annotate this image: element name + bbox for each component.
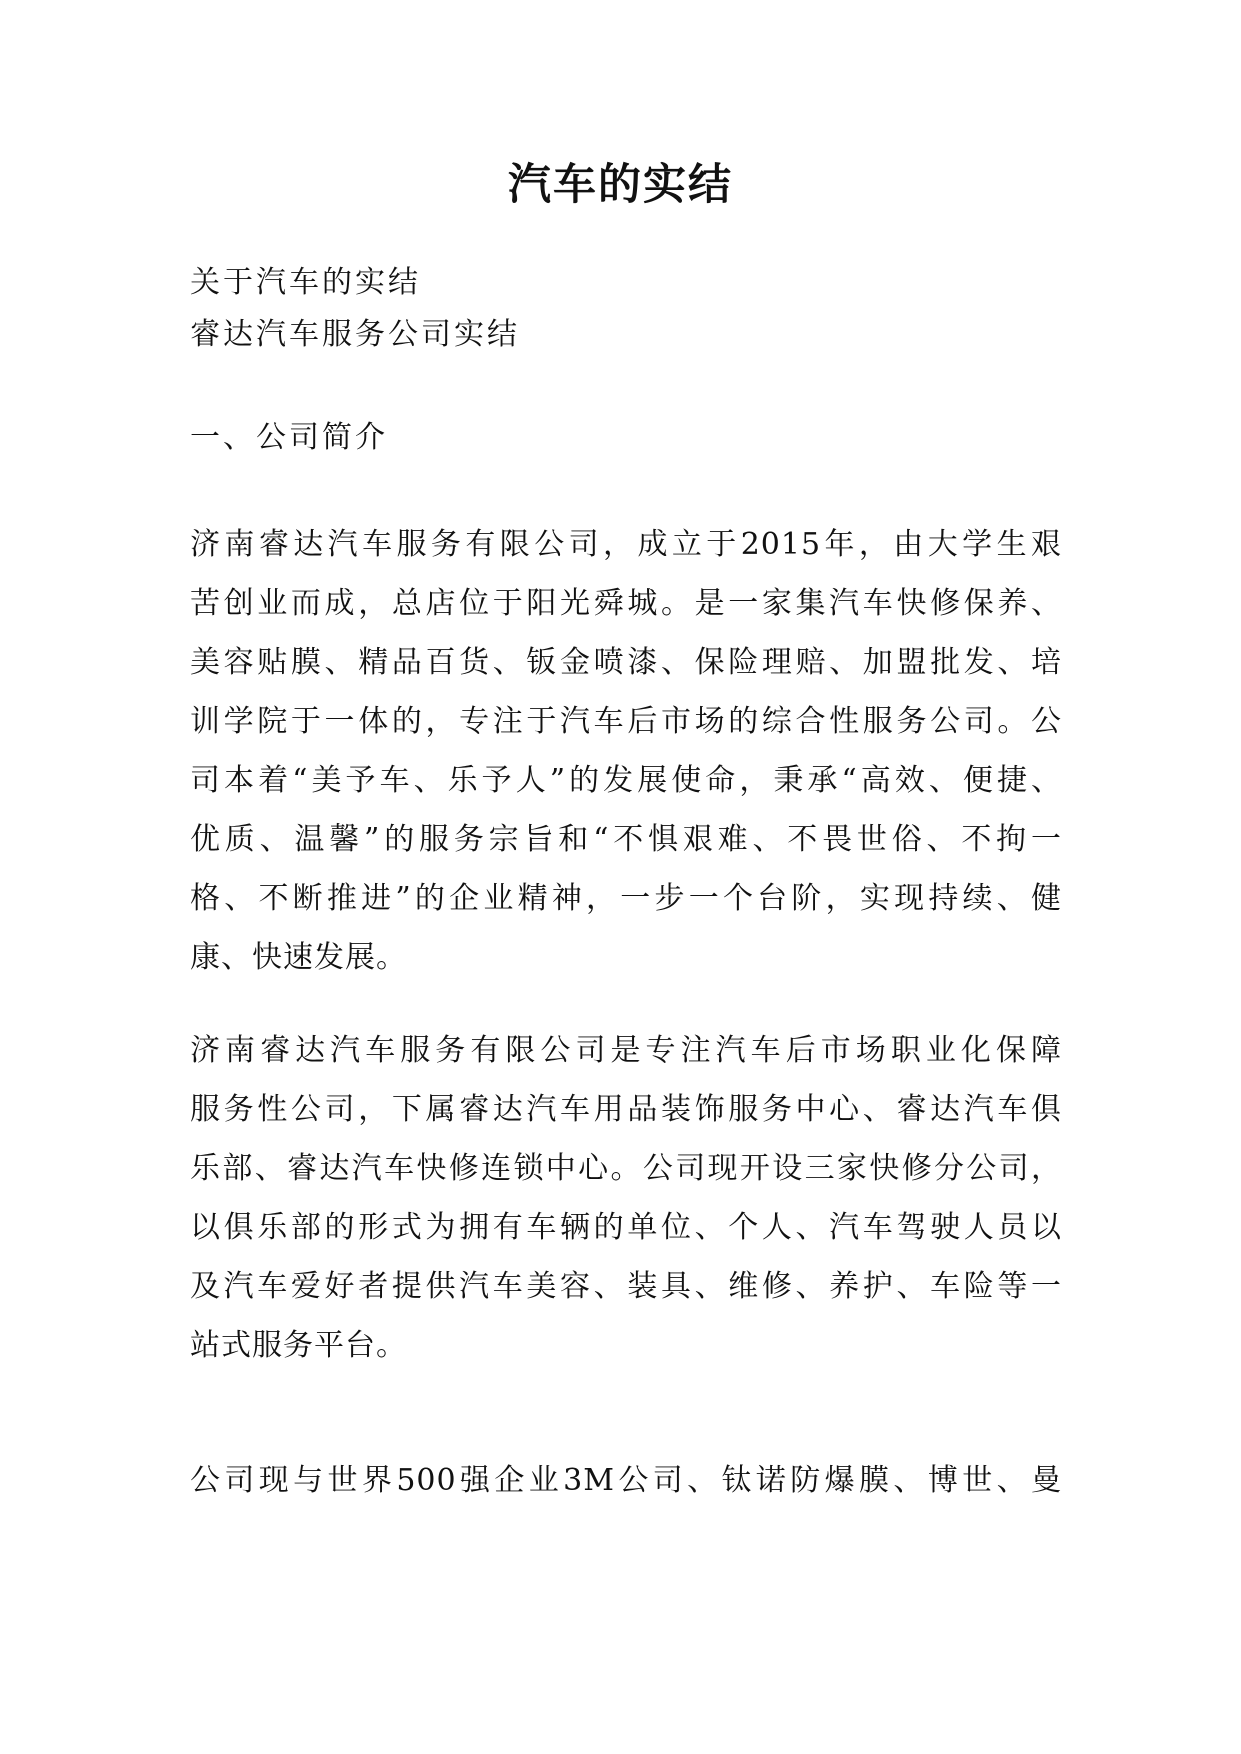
paragraph-1	[190, 515, 1062, 987]
paragraph-line: 苦创业而成，总店位于阳光舜城。是一家集汽车快修保养、	[190, 586, 1062, 621]
section-heading-company-intro: 一、公司简介	[190, 420, 388, 455]
subtitle-company-summary: 睿达汽车服务公司实结	[190, 317, 520, 352]
subtitle-about: 关于汽车的实结	[190, 265, 421, 300]
paragraph-line: 以俱乐部的形式为拥有车辆的单位、个人、汽车驾驶人员以	[190, 1210, 1062, 1245]
paragraph-line: 济南睿达汽车服务有限公司，成立于2015年，由大学生艰	[190, 527, 1062, 562]
paragraph-line: 格、不断推进”的企业精神，一步一个台阶，实现持续、健	[190, 881, 1062, 916]
paragraph-line: 站式服务平台。	[190, 1328, 407, 1363]
paragraph-line: 美容贴膜、精品百货、钣金喷漆、保险理赔、加盟批发、培	[190, 645, 1062, 680]
paragraph-line: 司本着“美予车、乐予人”的发展使命，秉承“高效、便捷、	[190, 763, 1062, 798]
paragraph-line: 公司现与世界500强企业3M公司、钛诺防爆膜、博世、曼	[190, 1463, 1062, 1498]
paragraph-line: 优质、温馨”的服务宗旨和“不惧艰难、不畏世俗、不拘一	[190, 822, 1062, 857]
paragraph-line: 及汽车爱好者提供汽车美容、装具、维修、养护、车险等一	[190, 1269, 1062, 1304]
paragraph-line: 训学院于一体的，专注于汽车后市场的综合性服务公司。公	[190, 704, 1062, 739]
paragraph-line: 康、快速发展。	[190, 940, 407, 975]
paragraph-line: 济南睿达汽车服务有限公司是专注汽车后市场职业化保障	[190, 1033, 1062, 1068]
paragraph-2	[190, 1021, 1062, 1375]
paragraph-3	[190, 1451, 1062, 1510]
paragraph-line: 服务性公司，下属睿达汽车用品装饰服务中心、睿达汽车俱	[190, 1092, 1062, 1127]
document-title: 汽车的实结	[508, 160, 733, 210]
paragraph-line: 乐部、睿达汽车快修连锁中心。公司现开设三家快修分公司，	[190, 1151, 1062, 1186]
